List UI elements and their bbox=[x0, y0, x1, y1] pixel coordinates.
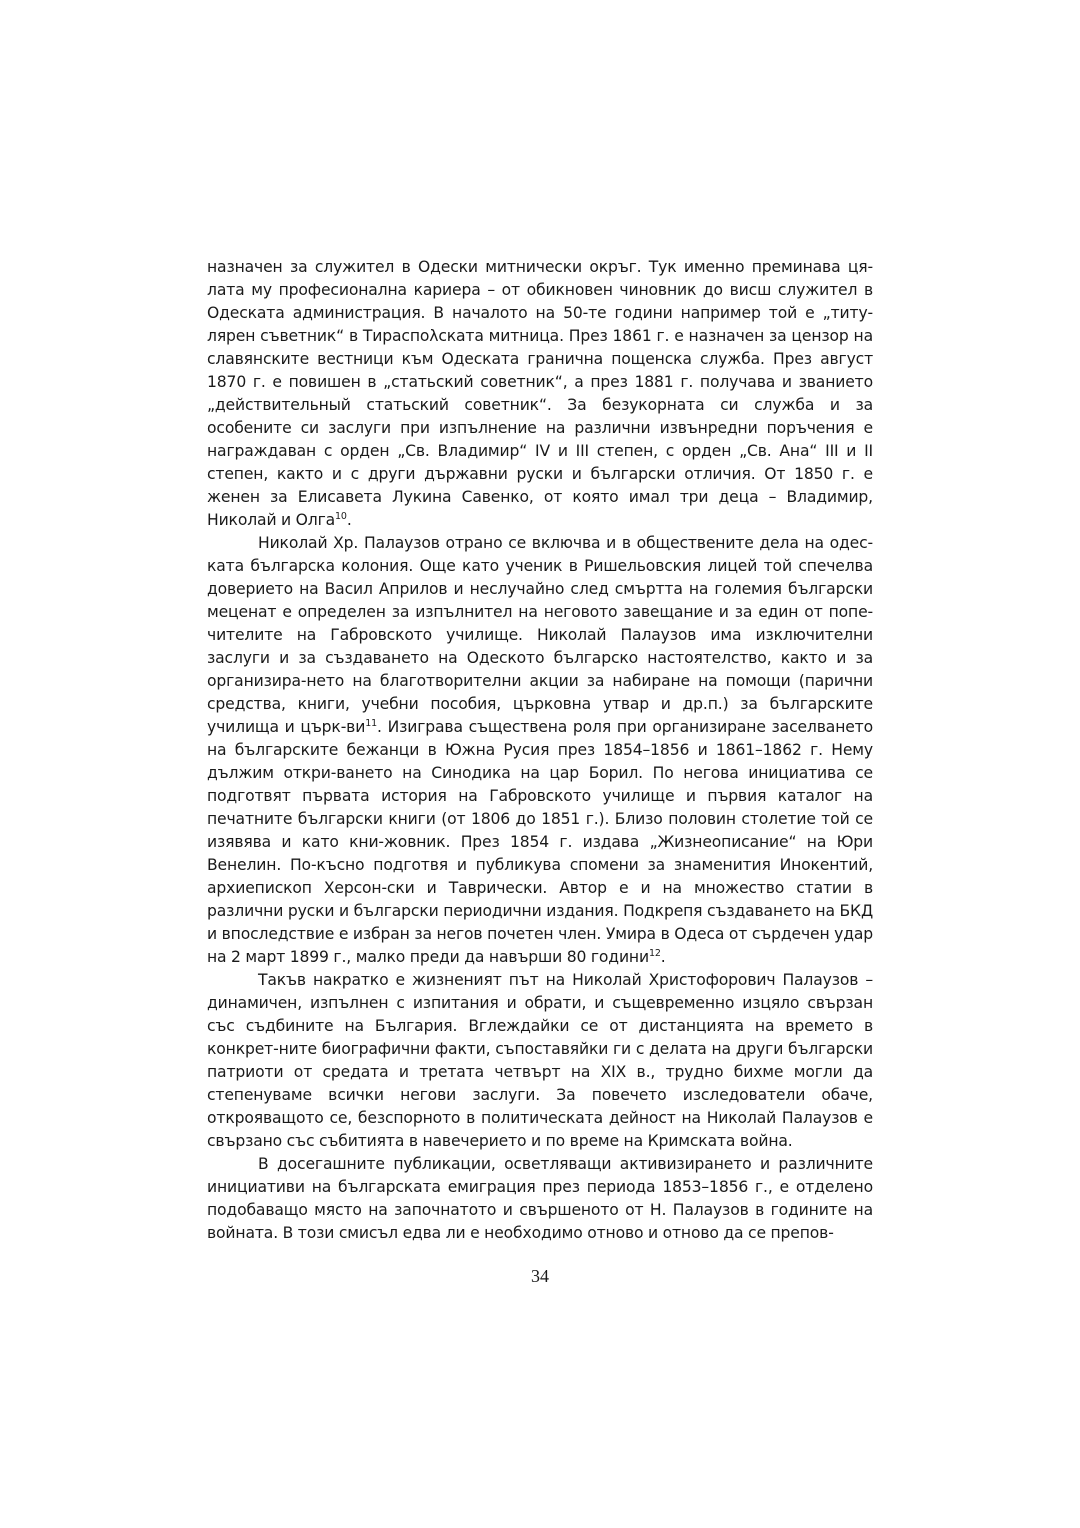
paragraph bbox=[207, 1153, 873, 1245]
paragraph bbox=[207, 969, 873, 1153]
paragraph-text: Николай Хр. Палаузов отрано се включва и в обществените дела на одес-ката българска колония. Още като ученик в Ришельовския лицей той спечелва доверието на Васил Априлов и неслучайно след смъртта на големия български меценат е определен за изпълнител на неговото завещание и за един от попе-чителите на Габровското училище. Николай Палаузов има изключителни заслуги и за създаването на Одеското българско настоятелство, както и за организира-нето на благотворителни акции за набиране на помощи (парични средства, книги, учебни пособия, църковна утвар и др.п.) за българските училища и църк-ви bbox=[207, 534, 873, 736]
paragraph-text: В досегашните публикации, осветляващи активизирането и различните инициативи на българската емиграция през периода 1853–1856 г., е отделено подобаващо място на започнатото и свършеното от Н. Палаузов в годините на войната. В този смисъл едва ли е необходимо отново и отново да се препов- bbox=[207, 1155, 873, 1242]
footnote-ref[interactable]: 12 bbox=[648, 947, 661, 959]
paragraph bbox=[207, 532, 873, 969]
paragraph-text: назначен за служител в Одески митнически окръг. Тук именно преминава ця-лата му професионална кариера – от обикновен чиновник до висш служител в Одеската администрация. В началото на 50-те години например той е „титу-лярен съветник“ в Тираспολската митница. През 1861 г. е назначен за цензор на славянските вестници към Одеската гранична пощенска служба. През август 1870 г. е повишен в „статьский советник“, а през 1881 г. получава и званието „действительный статьский советник“. За безукорната си служба и за особените си заслуги при изпълнение на различни извънредни поръчения е награждаван с орден „Св. Владимир“ IV и III степен, с орден „Св. Ана“ III и II степен, както и с други държавни руски и български отличия. От 1850 г. е женен за Елисавета Лукина Савенко, от която имал три деца – Владимир, Николай и Олга bbox=[207, 258, 873, 529]
paragraph-text: Такъв накратко е жизненият път на Николай Христофорович Палаузов – динамичен, изпълнен с изпитания и обрати, и същевременно изцяло свързан със съдбините на България. Вглеждайки се от дистанцията на времето в конкрет-ните биографични факти, съпоставяйки ги с делата на други български патриоти от средата и третата четвърт на XIX в., трудно бихме могли да степенуваме всички негови заслуги. За повечето изследователи обаче, открояващото се, безспорното в политическата дейност на Николай Палаузов е свързано със събитията в навечерието и по време на Кримската война. bbox=[207, 971, 873, 1150]
footnote-ref[interactable]: 10 bbox=[335, 510, 347, 522]
paragraph-tail: . Изиграва съществена роля при организиране заселването на българските бежанци в Южна Русия през 1854–1856 и 1861–1862 г. Нему дължим откри-ването на Синодика на цар Борил. По негова инициатива се подготвят първата история на Габровското училище и първия каталог на печатните български книги (от 1806 до 1851 г.). Близо половин столетие той се изявява и като кни-жовник. През 1854 г. издава „Жизнеописание“ на Юри Венелин. По-късно подготвя и публикува спомени за знаменития Инокентий, архиепископ Херсон-ски и Таврически. Автор е и на множество статии в различни руски и български периодични издания. Подкрепя създаването на БКД и впоследствие е избран за негов почетен член. Умира в Одеса от сърдечен удар на 2 март 1899 г., малко преди да навърши 80 години bbox=[207, 718, 874, 966]
body-text bbox=[207, 256, 873, 1245]
footnote-ref[interactable]: 11 bbox=[365, 717, 378, 729]
paragraph bbox=[207, 256, 873, 532]
page-number: 34 bbox=[531, 1266, 549, 1286]
paragraph-tail: . bbox=[660, 948, 666, 966]
paragraph-tail: . bbox=[346, 511, 352, 529]
